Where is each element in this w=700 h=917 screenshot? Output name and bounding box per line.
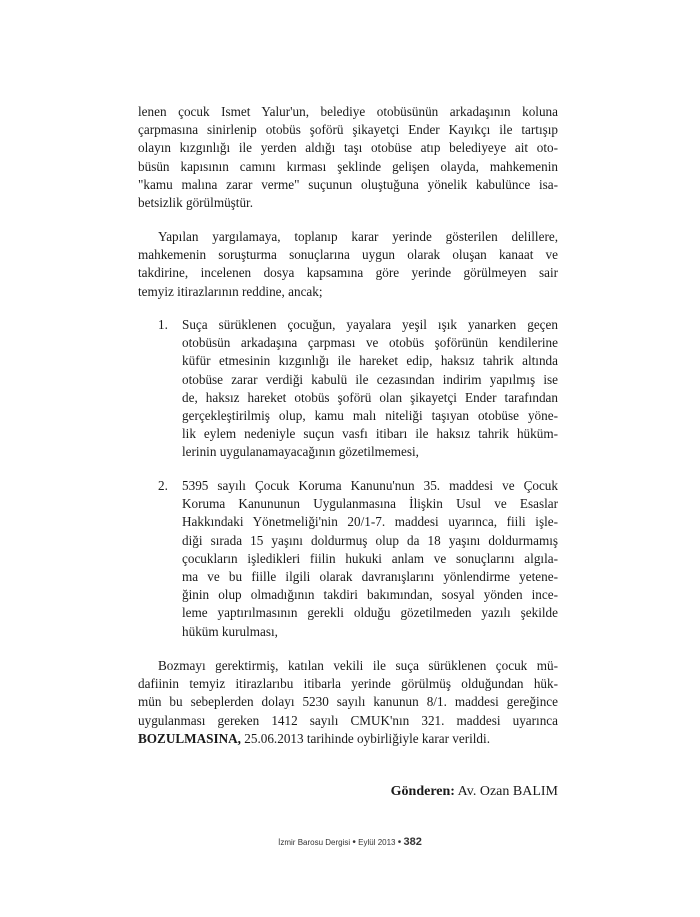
separator: •: [352, 837, 356, 848]
journal-name: İzmir Barosu Dergisi: [278, 838, 351, 847]
text-line: takdirine, incelenen dosya kapsamına göre yerinde görülmeyen sair: [138, 265, 558, 281]
text-line: otobüse zarar verdiği kabulü ile cezasından indirim yapılmış ise: [182, 371, 558, 387]
text-line: 5395 sayılı Çocuk Koruma Kanunu'nun 35. maddesi ve Çocuk: [182, 478, 558, 493]
text-line: Hakkındaki Yönetmeliği'nin 20/1-7. maddesi uyarınca, fiili işle-: [182, 514, 558, 530]
verdict-bold: BOZULMASINA,: [138, 730, 241, 746]
text-line: de, haksız hareket otobüs şoförü olan şikayetçi Ender tarafından: [182, 389, 558, 405]
paragraph-2: [138, 228, 558, 301]
list-item-body: [182, 316, 558, 462]
sender-name: Av. Ozan BALIM: [454, 784, 558, 799]
text-line: Yapılan yargılamaya, toplanıp karar yerinde gösterilen delillere,: [158, 229, 558, 244]
paragraph-1: [138, 103, 558, 212]
text-line: küfür etmesinin kızgınlığı ile hareket edip, haksız tahrik altında: [182, 353, 558, 369]
text-line: "kamu malına zarar verme" suçunun oluştuğuna yönelik kabulünce isa-: [138, 176, 558, 192]
sender: [391, 784, 558, 800]
text-line: gerçekleştirilmiş olup, kamu malı niteliği taşıyan otobüse yöne-: [182, 408, 558, 424]
text-line: betsizlik görülmüştür.: [138, 195, 254, 211]
page-number: 382: [403, 836, 422, 848]
separator: •: [397, 837, 402, 848]
verdict-rest: 25.06.2013 tarihinde oybirliğiyle karar verildi.: [240, 730, 490, 746]
text-line: otobüsün arkadaşına çarpması ve otobüs şoförünün kendilerine: [182, 335, 558, 351]
list-number: 1.: [158, 317, 168, 332]
list-number: 2.: [158, 478, 168, 493]
text-line: uygulanması gereken 1412 sayılı CMUK'nın 321. maddesi uyarınca: [138, 712, 558, 728]
verdict-line: [138, 730, 558, 748]
text-line: temyiz itirazlarının reddine, ancak;: [138, 283, 323, 299]
text-line: dafiinin temyiz itirazlarıbu itibarla yerinde görülmüş olduğundan hük-: [138, 676, 558, 692]
text-line: diği sırada 15 yaşını doldurmuş olup da 18 yaşını doldurmamış: [182, 532, 558, 548]
sender-label: Gönderen:: [390, 784, 455, 799]
text-line: büsün kapısının camını kırması şeklinde gelişen olayda, mahkemenin: [138, 158, 558, 174]
text-line: mahkemenin soruşturma sonuçlarına uygun olarak oluşan kanaat ve: [138, 247, 558, 263]
text-line: Koruma Kanununun Uygulanmasına İlişkin Usul ve Esaslar: [182, 496, 558, 512]
issue-date: Eylül 2013: [358, 838, 396, 847]
text-line: mün bu sebeplerden dolayı 5230 sayılı kanunun 8/1. maddesi gereğince: [138, 694, 558, 710]
text-line: ma ve bu fiille ilgili olarak davranışlarını yönlendirme yetene-: [182, 569, 558, 585]
text-line: lerinin uygulanamayacağının gözetilmemesi,: [182, 444, 419, 460]
text-line: ğinin olup olmadığının takdiri bakımından, sosyal yönden ince-: [182, 587, 558, 603]
text-line: çarpmasına sinirlenip otobüs şoförü şikayetçi Ender Kayıkçı ile tartışıp: [138, 122, 558, 138]
text-line: çocukların işledikleri fiilin hukuki anlam ve sonuçlarını algıla-: [182, 550, 558, 566]
text-line: lik eylem nedeniyle suçun vasfı itibarı ile haksız tahrik hüküm-: [182, 426, 558, 442]
text-line: Bozmayı gerektirmiş, katılan vekili ile suça sürüklenen çocuk mü-: [158, 658, 558, 673]
paragraph-3: [138, 657, 558, 748]
list-item-body: [182, 477, 558, 641]
text-line: leme yaptırılmasının gerekli olduğu gözetilmeden yazılı şekilde: [182, 605, 558, 621]
text-line: olayın kızgınlığı ile yerden aldığı taşı otobüse atıp belediyeye ait oto-: [138, 140, 558, 156]
text-line: hüküm kurulması,: [182, 623, 278, 639]
page-footer: [0, 836, 700, 848]
text-line: lenen çocuk Ismet Yalur'un, belediye otobüsünün arkadaşının koluna: [138, 104, 558, 119]
text-line: Suça sürüklenen çocuğun, yayalara yeşil ışık yanarken geçen: [182, 317, 558, 332]
